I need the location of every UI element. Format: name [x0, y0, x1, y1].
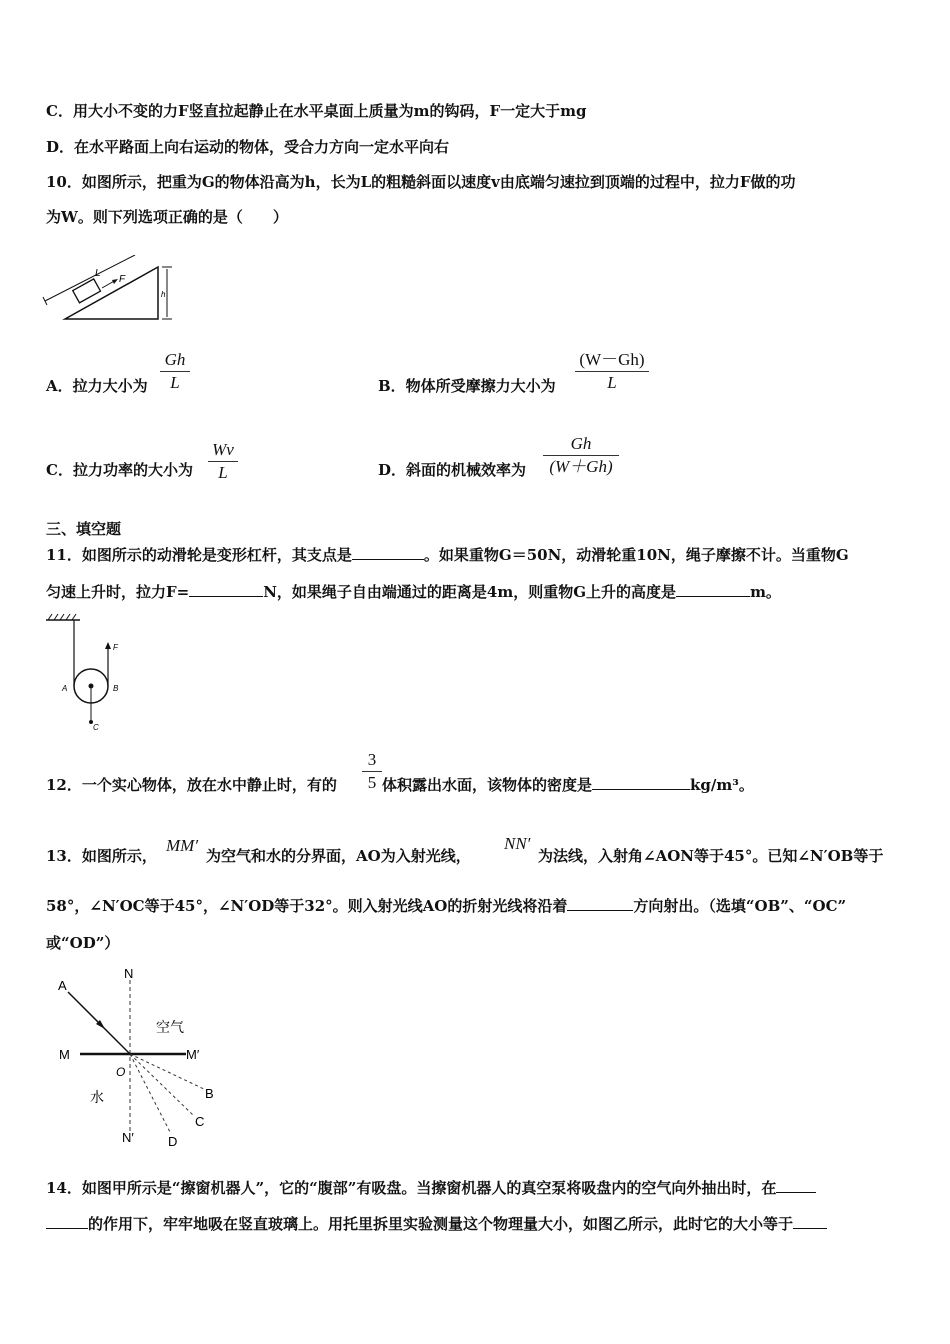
incline-diagram [40, 255, 180, 327]
q14-line2 [46, 1214, 827, 1234]
q10-d-numerator: Gh [570, 434, 592, 453]
refraction-label-d: D [168, 1134, 178, 1149]
pulley-label-b: B [113, 684, 119, 693]
refraction-label-air: 空气 [156, 1019, 184, 1035]
incline-label-h: h [161, 290, 166, 299]
q13-end: 为法线，入射角∠AON等于45°。已知∠N′OB等于 [538, 847, 884, 865]
q11-line2b: N，如果绳子自由端通过的距离是4m，则重物G上升的高度是 [263, 583, 677, 601]
q13-line2 [46, 896, 846, 916]
q11-blank-fulcrum[interactable] [352, 545, 424, 560]
q10-option-a-fraction [160, 350, 190, 393]
refraction-label-n: N [124, 966, 134, 981]
q10-option-d-fraction [543, 434, 619, 477]
refraction-label-m-prime: M′ [186, 1047, 200, 1062]
refraction-label-water: 水 [90, 1089, 104, 1105]
pulley-label-f: F [113, 643, 118, 652]
q14-blank-cause-end[interactable] [46, 1214, 88, 1229]
q13-line3: 或“OD”） [46, 934, 120, 952]
q12-line [382, 775, 754, 795]
q13-nn-label: NN′ [504, 834, 531, 853]
q10-d-denominator: (W＋Gh) [549, 457, 613, 476]
q11-line1b: 。如果重物G＝50N，动滑轮重10N，绳子摩擦不计。当重物G [423, 546, 849, 564]
q11-line2a: 匀速上升时，拉力F= [46, 583, 190, 601]
q14-blank-value[interactable] [793, 1214, 827, 1229]
q14-line1 [46, 1178, 816, 1198]
q10-option-d: D．斜面的机械效率为 [378, 461, 527, 479]
q13-intro: 13．如图所示， [46, 847, 157, 865]
section-title: 三、填空题 [46, 520, 122, 538]
q9-option-d: D．在水平路面上向右运动的物体，受合力方向一定水平向右 [46, 138, 450, 156]
pulley-label-a: A [62, 684, 68, 693]
q10-b-denominator: L [607, 373, 617, 392]
q12-text-after: 体积露出水面，该物体的密度是 [382, 776, 593, 794]
q10-option-b-fraction [575, 350, 649, 393]
q11-line1 [46, 545, 849, 565]
refraction-label-c: C [195, 1114, 205, 1129]
q11-line1a: 11．如图所示的动滑轮是变形杠杆，其支点是 [46, 546, 352, 564]
q13-line2a: 58°，∠N′OC等于45°，∠N′OD等于32°。则入射光线AO的折射光线将沿着 [46, 897, 568, 915]
q12-numerator: 3 [367, 750, 377, 769]
q13-line2b: 方向射出。（选填“OB”、“OC” [633, 897, 847, 915]
q11-line2 [46, 582, 781, 602]
q11-line2c: m。 [750, 583, 781, 601]
q10-b-numerator: (W－Gh) [579, 350, 645, 369]
pulley-label-c: C [93, 723, 99, 732]
q12-fraction [362, 750, 382, 793]
q12-text-before: 12．一个实心物体，放在水中静止时，有的 [46, 776, 337, 794]
q12-blank-density[interactable] [592, 775, 690, 790]
q10-a-denominator: L [170, 373, 180, 392]
q11-blank-force[interactable] [189, 582, 263, 597]
q14-line2-text: 的作用下，牢牢地吸在竖直玻璃上。用托里拆里实验测量这个物理量大小，如图乙所示，此时它的大小等于 [88, 1215, 794, 1233]
pulley-diagram [40, 612, 140, 736]
q10-stem-line2: 为W。则下列选项正确的是（ ） [46, 208, 288, 226]
q12-denominator: 5 [367, 773, 377, 792]
q9-option-c: C．用大小不变的力F竖直拉起静止在水平桌面上质量为m的钩码，F一定大于mg [46, 102, 587, 120]
q10-c-numerator: Wv [212, 440, 234, 459]
q12-unit: kg/m³。 [690, 776, 754, 794]
refraction-label-m: M [59, 1047, 70, 1062]
q10-stem-line1: 10．如图所示，把重为G的物体沿高为h，长为L的粗糙斜面以速度v由底端匀速拉到顶端的过程中，拉力F做的功 [46, 173, 796, 191]
q10-option-c: C．拉力功率的大小为 [46, 461, 193, 479]
refraction-label-o: O [116, 1065, 126, 1079]
incline-label-l: L [95, 268, 101, 279]
q10-option-a: A．拉力大小为 [46, 377, 148, 395]
q10-a-numerator: Gh [164, 350, 186, 369]
refraction-diagram [50, 962, 230, 1152]
q11-blank-height[interactable] [676, 582, 750, 597]
q13-middle: 为空气和水的分界面，AO为入射光线， [206, 847, 471, 865]
q10-option-c-fraction [208, 440, 238, 483]
q13-mm-label: MM′ [166, 836, 199, 855]
q13-blank-direction[interactable] [567, 896, 633, 911]
incline-label-f: F [119, 274, 126, 285]
refraction-label-n-prime: N′ [122, 1130, 134, 1145]
q10-option-b: B．物体所受摩擦力大小为 [378, 377, 556, 395]
q14-line1-text: 14．如图甲所示是“擦窗机器人”，它的“腹部”有吸盘。当擦窗机器人的真空泵将吸盘内的空气向外抽出时，在 [46, 1179, 777, 1197]
q10-c-denominator: L [218, 463, 228, 482]
refraction-label-a: A [58, 978, 67, 993]
q14-blank-cause-start[interactable] [776, 1178, 816, 1193]
refraction-label-b: B [205, 1086, 214, 1101]
